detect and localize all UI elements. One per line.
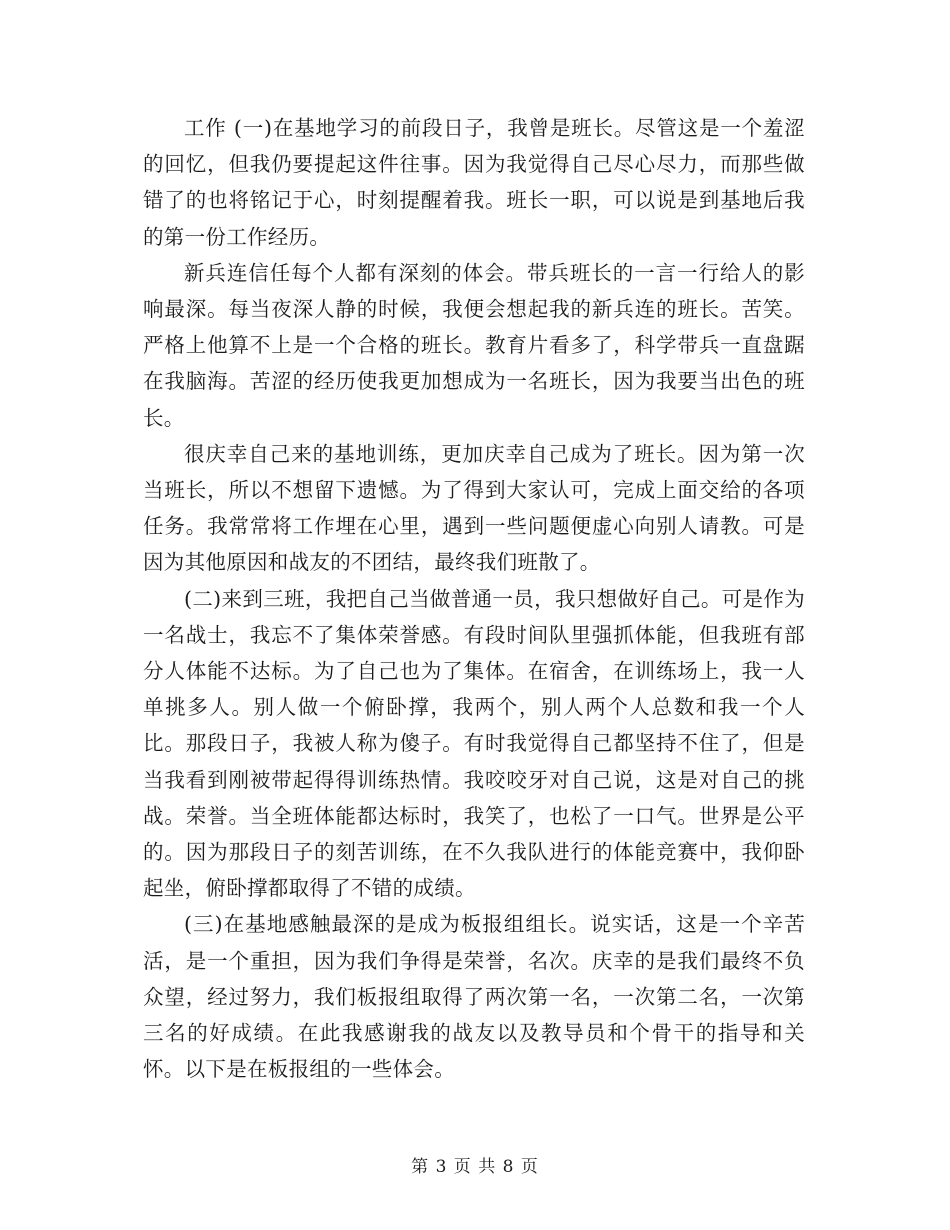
paragraph-3: 很庆幸自己来的基地训练，更加庆幸自己成为了班长。因为第一次当班长，所以不想留下遗憾。为了得到大家认可，完成上面交给的各项任务。我常常将工作埋在心里，遇到一些问题便虚心向别人请教。可是因为其他原因和战友的不团结，最终我们班散了。 [143,441,805,575]
paragraph-1: 工作 (一)在基地学习的前段日子，我曾是班长。尽管这是一个羞涩的回忆，但我仍要提起这件往事。因为我觉得自己尽心尽力，而那些做错了的也将铭记于心，时刻提醒着我。班长一职，可以说是到基地后我的第一份工作经历。 [143,116,805,249]
page-number-footer: 第 3 页 共 8 页 [411,1157,539,1177]
paragraph-5: (三)在基地感触最深的是成为板报组组长。说实话，这是一个辛苦活，是一个重担，因为我们争得是荣誉，名次。庆幸的是我们最终不负众望，经过努力，我们板报组取得了两次第一名，一次第二名，一次第三名的好成绩。在此我感谢我的战友以及教导员和个骨干的指导和关怀。以下是在板报组的一些体会。 [143,912,805,1082]
paragraph-4: (二)来到三班，我把自己当做普通一员，我只想做好自己。可是作为一名战士，我忘不了集体荣誉感。有段时间队里强抓体能，但我班有部分人体能不达标。为了自己也为了集体。在宿舍，在训练场上，我一人单挑多人。别人做一个俯卧撑，我两个，别人两个人总数和我一个人比。那段日子，我被人称为傻子。有时我觉得自己都坚持不住了，但是当我看到刚被带起得得训练热情。我咬咬牙对自己说，这是对自己的挑战。荣誉。当全班体能都达标时，我笑了，也松了一口气。世界是公平的。因为那段日子的刻苦训练，在不久我队进行的体能竞赛中，我仰卧起坐，俯卧撑都取得了不错的成绩。 [143,586,805,901]
paragraph-2: 新兵连信任每个人都有深刻的体会。带兵班长的一言一行给人的影响最深。每当夜深人静的时候，我便会想起我的新兵连的班长。苦笑。严格上他算不上是一个合格的班长。教育片看多了，科学带兵一直盘踞在我脑海。苦涩的经历使我更加想成为一名班长，因为我要当出色的班长。 [143,260,805,430]
document-body [143,110,805,1087]
